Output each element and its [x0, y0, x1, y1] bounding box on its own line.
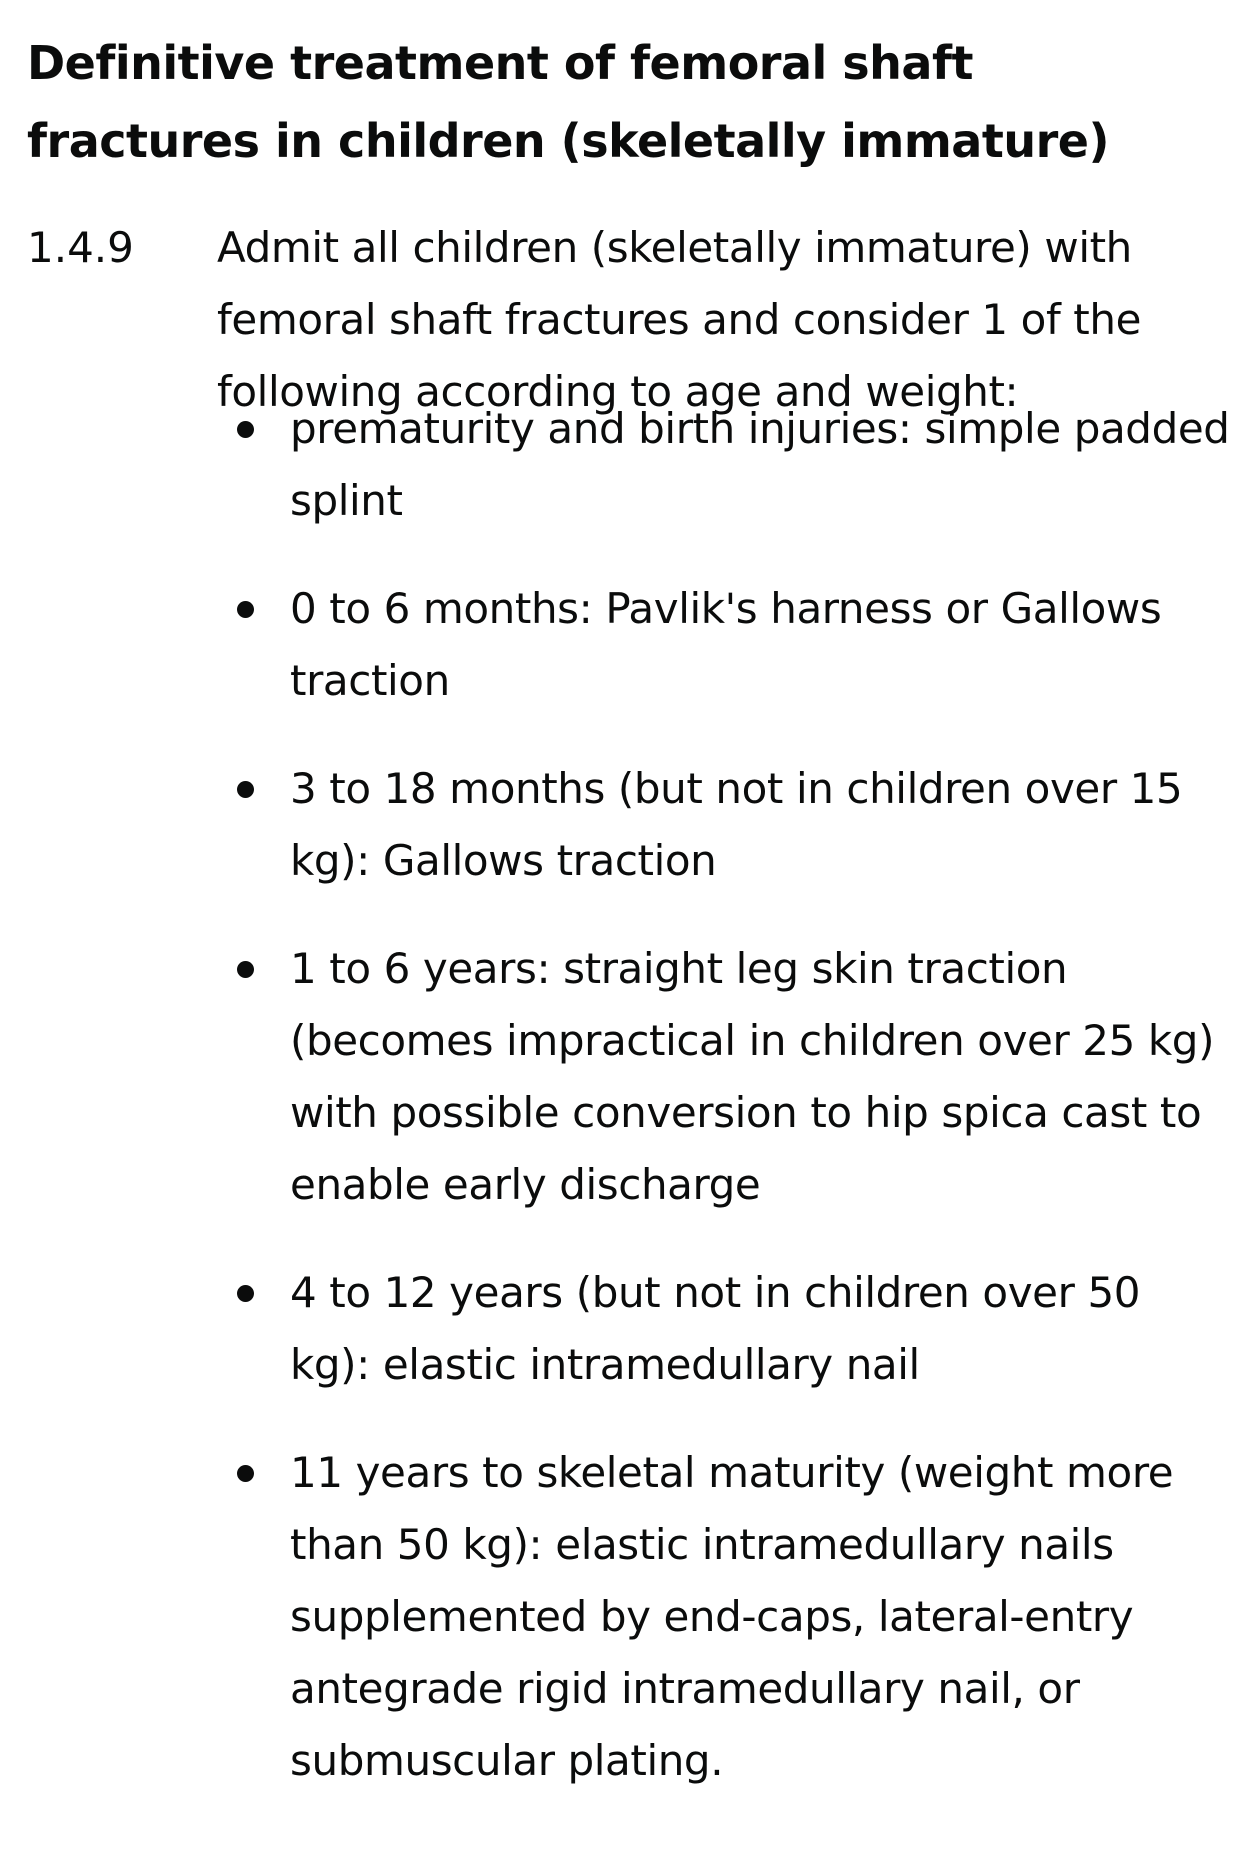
- list-item-text: 3 to 18 months (but not in children over 15 kg): Gallows traction: [290, 764, 1183, 885]
- bullet-icon: [237, 781, 254, 798]
- section-heading: Definitive treatment of femoral shaft fractures in children (skeletally immature): [27, 36, 1109, 168]
- bullet-icon: [237, 601, 254, 618]
- bullet-icon: [237, 1465, 254, 1482]
- bullet-icon: [237, 1285, 254, 1302]
- list-item-text: 1 to 6 years: straight leg skin traction (becomes impractical in children over 25 kg) with possible conversion to hip spica cast to enable early discharge: [290, 944, 1215, 1209]
- list-item-text: 0 to 6 months: Pavlik's harness or Gallows traction: [290, 584, 1162, 705]
- list-item-text: prematurity and birth injuries: simple padded splint: [290, 404, 1230, 525]
- list-item-text: 4 to 12 years (but not in children over 50 kg): elastic intramedullary nail: [290, 1268, 1141, 1389]
- recommendation-text: Admit all children (skeletally immature) with femoral shaft fractures and consider 1 of the following according to age and weight:: [217, 223, 1142, 416]
- bullet-icon: [237, 421, 254, 438]
- list-item-text: 11 years to skeletal maturity (weight more than 50 kg): elastic intramedullary nails supplemented by end-caps, lateral-entry antegrade rigid intramedullary nail, or submuscular plating.: [290, 1448, 1174, 1785]
- recommendation-number: 1.4.9: [27, 223, 134, 272]
- bullet-icon: [237, 961, 254, 978]
